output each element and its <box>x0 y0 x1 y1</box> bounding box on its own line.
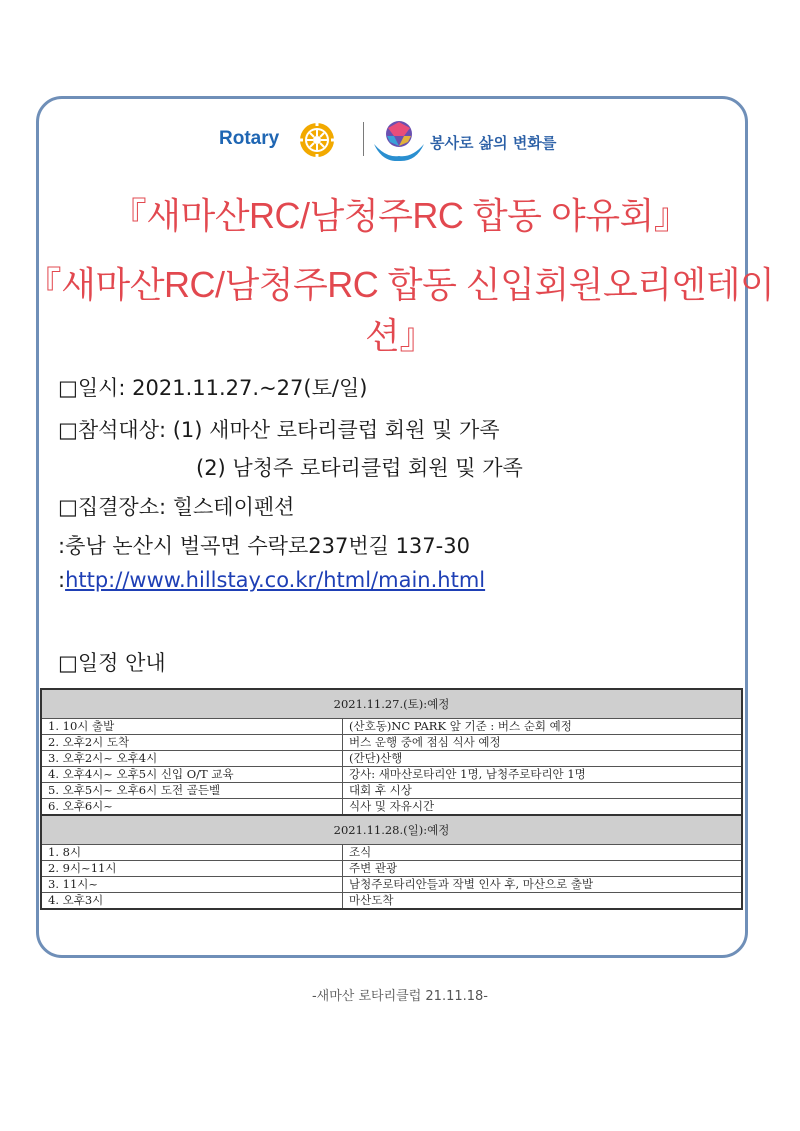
table-row <box>41 719 742 735</box>
meeting-place-line: □집결장소: 힐스테이펜션 <box>58 495 295 519</box>
schedule-detail: 주변 관광 <box>343 861 743 877</box>
day1-header-row <box>41 689 742 719</box>
rotary-wordmark: Rotary <box>219 128 280 149</box>
schedule-detail: 조식 <box>343 845 743 861</box>
table-row <box>41 893 742 910</box>
url-line <box>58 568 485 592</box>
table-row <box>41 799 742 816</box>
schedule-table <box>40 688 743 910</box>
logo-divider <box>363 122 364 156</box>
attendees-line-1: □참석대상: (1) 새마산 로타리클럽 회원 및 가족 <box>58 418 500 442</box>
hands-globe-icon <box>372 118 426 162</box>
schedule-detail: 식사 및 자유시간 <box>343 799 743 816</box>
schedule-time: 2. 9시~11시 <box>41 861 343 877</box>
schedule-time: 1. 8시 <box>41 845 343 861</box>
schedule-detail: 강사: 새마산로타리안 1명, 남청주로타리안 1명 <box>343 767 743 783</box>
schedule-time: 4. 오후3시 <box>41 893 343 910</box>
schedule-time: 3. 오후2시~ 오후4시 <box>41 751 343 767</box>
schedule-time: 1. 10시 출발 <box>41 719 343 735</box>
table-row <box>41 861 742 877</box>
day2-header-row <box>41 815 742 845</box>
event-title: 『새마산RC/남청주RC 합동 야유회』 <box>110 195 690 236</box>
schedule-time: 3. 11시~ <box>41 877 343 893</box>
schedule-time: 2. 오후2시 도착 <box>41 735 343 751</box>
schedule-detail: 버스 운행 중에 점심 식사 예정 <box>343 735 743 751</box>
schedule-detail: 대회 후 시상 <box>343 783 743 799</box>
website-link[interactable]: http://www.hillstay.co.kr/html/main.html <box>65 568 486 592</box>
day1-header: 2021.11.27.(토):예정 <box>41 689 742 719</box>
url-prefix: : <box>58 568 66 592</box>
schedule-heading: □일정 안내 <box>58 651 166 675</box>
attendees-line-2: (2) 남청주 로타리클럽 회원 및 가족 <box>196 456 523 480</box>
rotary-wheel-icon <box>297 120 337 160</box>
schedule-time: 5. 오후5시~ 오후6시 도전 골든벨 <box>41 783 343 799</box>
slogan-text: 봉사로 삶의 변화를 <box>430 134 557 152</box>
day2-header: 2021.11.28.(일):예정 <box>41 815 742 845</box>
schedule-time: 6. 오후6시~ <box>41 799 343 816</box>
table-row <box>41 767 742 783</box>
table-row <box>41 845 742 861</box>
schedule-detail: (간단)산행 <box>343 751 743 767</box>
footer-signature: -새마산 로타리클럽 21.11.18- <box>311 989 488 1004</box>
date-line: □일시: 2021.11.27.~27(토/일) <box>58 376 368 400</box>
schedule-detail: (산호동)NC PARK 앞 기준 : 버스 순회 예정 <box>343 719 743 735</box>
logo-row <box>0 118 800 164</box>
event-subtitle: 『새마산RC/남청주RC 합동 신입회원오리엔테이션』 <box>25 264 775 356</box>
table-row <box>41 735 742 751</box>
schedule-detail: 남청주로타리안들과 작별 인사 후, 마산으로 출발 <box>343 877 743 893</box>
schedule-detail: 마산도착 <box>343 893 743 910</box>
table-row <box>41 751 742 767</box>
address-line: :충남 논산시 벌곡면 수락로237번길 137-30 <box>58 534 470 558</box>
table-row <box>41 783 742 799</box>
table-row <box>41 877 742 893</box>
schedule-time: 4. 오후4시~ 오후5시 신입 O/T 교육 <box>41 767 343 783</box>
